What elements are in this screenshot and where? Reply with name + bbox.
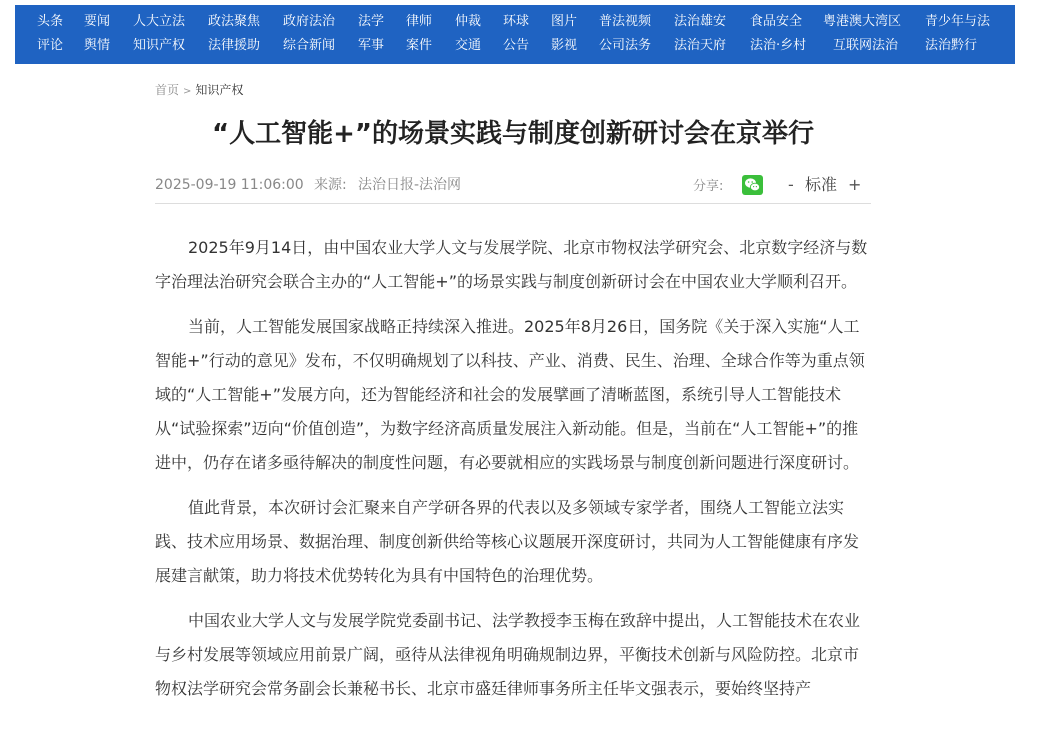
- article-title: “人工智能+”的场景实践与制度创新研讨会在京举行: [212, 119, 814, 149]
- nav-link-general-news[interactable]: 综合新闻: [283, 38, 336, 53]
- nav-link-politics-law[interactable]: 政法聚焦: [208, 14, 261, 29]
- publish-date: 2025-09-19 11:06:00: [155, 177, 304, 193]
- nav-link-guizhou[interactable]: 法治黔行: [925, 38, 978, 53]
- nav-link-military[interactable]: 军事: [358, 38, 385, 53]
- breadcrumb-current-link[interactable]: 知识产权: [195, 83, 244, 97]
- nav-link-global[interactable]: 环球: [503, 14, 530, 29]
- breadcrumb-separator: >: [183, 86, 192, 97]
- nav-link-jurisprudence[interactable]: 法学: [358, 14, 385, 29]
- nav-link-traffic[interactable]: 交通: [455, 38, 482, 53]
- font-decrease-button[interactable]: -: [788, 175, 794, 194]
- nav-link-public-opinion[interactable]: 舆情: [84, 38, 111, 53]
- nav-link-greater-bay-area[interactable]: 粤港澳大湾区: [823, 14, 902, 29]
- nav-link-commentary[interactable]: 评论: [37, 38, 64, 53]
- nav-link-cases[interactable]: 案件: [406, 38, 433, 53]
- nav-link-legal-aid[interactable]: 法律援助: [208, 38, 261, 53]
- nav-link-intellectual-property[interactable]: 知识产权: [133, 38, 186, 53]
- article-paragraph: 2025年9月14日，由中国农业大学人文与发展学院、北京市物权法学研究会、北京数字经济与数字治理法治研究会联合主办的“人工智能+”的场景实践与制度创新研讨会在中国农业大学顺利召开。: [155, 238, 868, 291]
- font-size-label: 标准: [805, 175, 838, 194]
- nav-link-headlines[interactable]: 头条: [37, 14, 64, 29]
- nav-link-lawyers[interactable]: 律师: [406, 14, 433, 29]
- nav-link-news[interactable]: 要闻: [84, 14, 111, 29]
- article-paragraph: 当前，人工智能发展国家战略正持续深入推进。2025年8月26日，国务院《关于深入实施“人工智能+”行动的意见》发布，不仅明确规划了以科技、产业、消费、民生、治理、全球合作等为重点领域的“人工智能+”发展方向，还为智能经济和社会的发展擘画了清晰蓝图，系统引导人工智能技术从“试验探索”迈向“价值创造”，为数字经济高质量发展注入新动能。但是，当前在“人工智能+”的推进中，仍存在诸多亟待解决的制度性问题，有必要就相应的实践场景与制度创新问题进行深度研讨。: [155, 317, 865, 472]
- article-paragraph: 值此背景，本次研讨会汇聚来自产学研各界的代表以及多领域专家学者，围绕人工智能立法实践、技术应用场景、数据治理、制度创新供给等核心议题展开深度研讨，共同为人工智能健康有序发展建言献策，助力将技术优势转化为具有中国特色的治理优势。: [155, 498, 860, 585]
- nav-link-xiongan[interactable]: 法治雄安: [674, 14, 727, 29]
- source-name: 法治日报-法治网: [358, 177, 462, 193]
- nav-link-arbitration[interactable]: 仲裁: [455, 14, 482, 29]
- nav-link-legislation[interactable]: 人大立法: [133, 14, 186, 29]
- nav-link-photos[interactable]: 图片: [551, 14, 578, 29]
- nav-link-rural[interactable]: 法治·乡村: [750, 38, 807, 53]
- nav-link-film-tv[interactable]: 影视: [551, 38, 578, 53]
- nav-link-law-videos[interactable]: 普法视频: [599, 14, 652, 29]
- nav-link-youth-and-law[interactable]: 青少年与法: [925, 14, 991, 29]
- nav-link-corporate-legal[interactable]: 公司法务: [599, 38, 652, 53]
- article-meta: [155, 173, 871, 197]
- nav-link-announcements[interactable]: 公告: [503, 38, 530, 53]
- font-increase-button[interactable]: +: [848, 175, 862, 194]
- nav-row-1: [15, 10, 1015, 34]
- nav-link-food-safety[interactable]: 食品安全: [750, 14, 803, 29]
- nav-link-tianfu[interactable]: 法治天府: [674, 38, 727, 53]
- top-navigation-bar: [15, 5, 1015, 64]
- nav-link-internet-rule-of-law[interactable]: 互联网法治: [833, 38, 899, 53]
- article-body: [155, 231, 871, 717]
- nav-link-government-rule-of-law[interactable]: 政府法治: [283, 14, 336, 29]
- article-paragraph: 中国农业大学人文与发展学院党委副书记、法学教授李玉梅在致辞中提出，人工智能技术在农业与乡村发展等领域应用前景广阔，亟待从法律视角明确规制边界，平衡技术创新与风险防控。北京市物权法学研究会常务副会长兼秘书长、北京市盛廷律师事务所主任毕文强表示，要始终坚持产: [155, 611, 861, 698]
- breadcrumb: [155, 80, 243, 100]
- nav-row-2: [15, 34, 1015, 58]
- wechat-icon[interactable]: [742, 175, 763, 195]
- meta-divider: [155, 203, 871, 204]
- source-label: 来源:: [314, 177, 347, 193]
- breadcrumb-home-link[interactable]: 首页: [155, 83, 180, 97]
- share-label: 分享:: [693, 179, 724, 194]
